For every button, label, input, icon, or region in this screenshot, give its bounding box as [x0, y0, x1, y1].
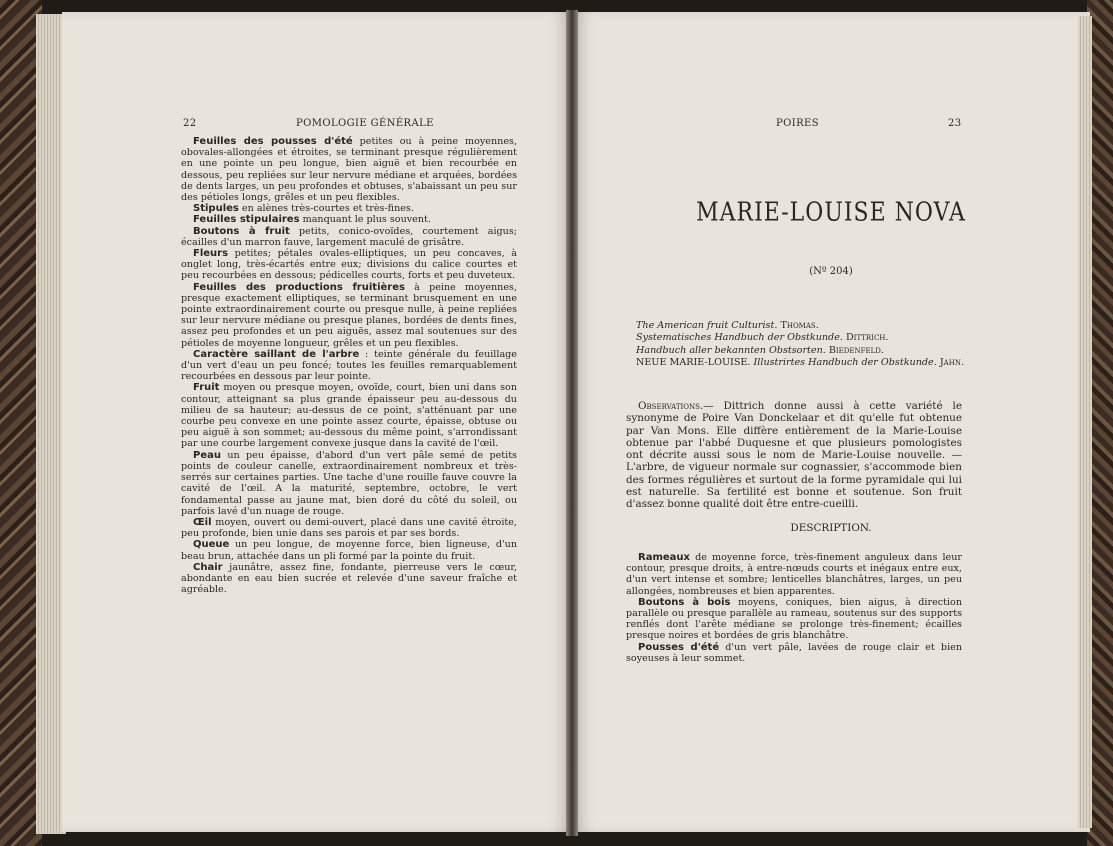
paragraph	[181, 282, 517, 349]
paragraph-lead: Œil	[193, 516, 212, 528]
paragraph	[181, 382, 517, 449]
paragraph-text: jaunâtre, assez fine, fondante, pierreuse vers le cœur, abondante en eau bien sucrée et relevée d'une saveur fraîche et agréable.	[181, 561, 517, 596]
paragraph	[181, 226, 517, 248]
paragraph-text: moyen ou presque moyen, ovoïde, court, bien uni dans son contour, atteignant sa plus grande épaisseur peu au-dessous du milieu de sa hauteur; au-dessus de ce point, s'atténuant par une courbe peu convexe en une pointe assez courte, épaisse, obtuse ou peu aiguë à son sommet; au-dessous du même point, s'arrondissant par une courbe largement convexe jusque dans la cavité de l'œil.	[181, 382, 517, 450]
page-edges-right	[1078, 16, 1092, 828]
paragraph-text: d'un vert pâle, lavées de rouge clair et bien soyeuses à leur sommet.	[626, 641, 962, 664]
paragraph	[626, 597, 962, 642]
references-list	[636, 320, 964, 370]
paragraph-lead: Feuilles des pousses d'été	[193, 136, 353, 147]
paragraph-text: petites ou à peine moyennes, obovales-allongées et étroites, se terminant presque régulièrement en une pointe un peu longue, bien aiguë et bien recourbée en dessous, peu repliées sur leur nervure médiane et arquées, bordées de dents larges, un peu profondes et obtuses, s'abaissant un peu sur des pétioles longs, grêles et un peu flexibles.	[181, 136, 517, 204]
paragraph-text: manquant le plus souvent.	[299, 214, 431, 226]
observations-lead: Observations.	[638, 400, 704, 412]
paragraph	[181, 517, 517, 539]
paragraph-lead: Chair	[193, 561, 223, 573]
paragraph	[181, 248, 517, 282]
paragraph-lead: Boutons à fruit	[193, 225, 290, 237]
reference-title: Illustrirtes Handbuch der Obstkunde.	[753, 357, 940, 369]
paragraph-lead: Feuilles stipulaires	[193, 214, 300, 226]
paragraph-lead: Boutons à bois	[638, 596, 731, 608]
left-page-number: 22	[183, 118, 197, 129]
reference-title: Systematisches Handbuch der Obstkunde.	[636, 332, 846, 344]
description-heading: DESCRIPTION.	[790, 522, 872, 534]
reference-item	[636, 345, 964, 357]
paragraph-text: à peine moyennes, presque exactement elliptiques, se terminant brusquement en une pointe extraordinairement courte ou presque nulle, à peine repliées sur leur nervure médiane ou presque planes, bordées de dents fines, assez peu profondes et un peu aiguës, assez mal soutenues sur des pétioles de moyenne longueur, grêles et un peu flexibles.	[181, 281, 518, 349]
reference-author: Thomas.	[780, 320, 819, 331]
paragraph	[181, 349, 517, 383]
reference-author: Dittrich.	[845, 332, 889, 344]
right-running-title: POIRES	[776, 118, 819, 129]
observations-text: — Dittrich donne aussi à cette variété le synonyme de Poire Van Donckelaar et dit qu'elle fut obtenue par Van Mons. Elle diffère entièrement de la Marie-Louise obtenue par l'abbé Duquesne et que plusieurs pomologistes ont décrite aussi sous le nom de Marie-Louise nouvelle. — L'arbre, de vigueur normale sur cognassier, s'accommode bien des formes régulières et surtout de la forme pyramidale qui lui est naturelle. Sa fertilité est bonne et soutenue. Son fruit d'assez bonne qualité doit être entre-cueilli.	[626, 400, 962, 511]
variety-title: MARIE-LOUISE NOVA	[696, 197, 966, 228]
description-body	[626, 552, 962, 664]
paragraph-lead: Feuilles des productions fruitières	[193, 281, 405, 293]
paragraph-text: de moyenne force, très-finement anguleux dans leur contour, presque droits, à entre-nœuds courts et inégaux entre eux, d'un vert intense et sombre; lenticelles blanchâtres, larges, un peu allongées, nombreuses et bien apparentes.	[626, 552, 962, 597]
reference-author: Biedenfeld.	[828, 344, 884, 356]
paragraph	[181, 450, 517, 517]
reference-author: Jahn.	[939, 357, 964, 369]
paragraph-lead: Fruit	[193, 382, 220, 394]
reference-item	[636, 320, 964, 332]
observations-paragraph	[626, 400, 962, 511]
paragraph	[181, 214, 517, 225]
reference-prefix: NEUE MARIE-LOUISE.	[636, 357, 754, 369]
paragraph-text: petits, conico-ovoïdes, courtement aigus; écailles d'un marron fauve, largement maculé de grisâtre.	[181, 225, 517, 248]
paragraph	[181, 562, 517, 596]
paragraph-text: moyen, ouvert ou demi-ouvert, placé dans une cavité étroite, peu profonde, bien unie dans ses parois et par ses bords.	[181, 516, 517, 540]
paragraph-text: moyens, coniques, bien aigus, à direction parallèle ou presque parallèle au rameau, soutenus sur des supports renflés dont l'arête médiane se prolonge très-finement; écailles presque noires et bordées de gris blanchâtre.	[626, 596, 962, 642]
paragraph-lead: Stipules	[193, 203, 239, 215]
reference-item	[636, 357, 964, 369]
paragraph	[626, 552, 962, 597]
paragraph	[181, 539, 517, 561]
reference-title: The American fruit Culturist.	[636, 320, 781, 331]
paragraph-lead: Rameaux	[638, 552, 690, 563]
paragraph-lead: Queue	[193, 539, 230, 551]
reference-item	[636, 332, 964, 344]
paragraph-text: : teinte générale du feuillage d'un vert d'eau un peu foncé; toutes les feuilles remarquablement recourbées en dessous par leur pointe.	[181, 348, 517, 383]
paragraph	[181, 203, 517, 214]
left-running-title: POMOLOGIE GÉNÉRALE	[296, 118, 434, 129]
reference-title: Handbuch aller bekannten Obstsorten.	[636, 344, 829, 356]
paragraph-lead: Caractère saillant de l'arbre	[193, 348, 360, 360]
paragraph-text: un peu longue, de moyenne force, bien ligneuse, d'un beau brun, attachée dans un pli formé par la pointe du fruit.	[181, 539, 517, 562]
paragraph	[181, 136, 517, 203]
paragraph-text: un peu épaisse, d'abord d'un vert pâle semé de petits points de couleur canelle, extraordinairement nombreux et très-serrés sur certaines parties. Une tache d'une rouille fauve couvre la cavité de l'œil. A la maturité, septembre, octobre, le vert fondamental passe au jaune mat, bien doré du côté du soleil, ou parfois lavé d'un nuage de rouge.	[181, 449, 517, 517]
paragraph-lead: Fleurs	[193, 248, 229, 260]
left-page-body	[181, 136, 517, 595]
paragraph-lead: Pousses d'été	[638, 641, 720, 653]
paragraph-lead: Peau	[193, 449, 221, 461]
right-page-number: 23	[948, 118, 962, 129]
paragraph-text: en alènes très-courtes et très-fines.	[238, 203, 414, 215]
variety-number: (Nº 204)	[809, 266, 853, 277]
book-gutter	[566, 10, 578, 836]
paragraph	[626, 642, 962, 664]
paragraph-text: petites; pétales ovales-elliptiques, un peu concaves, à onglet long, très-écartés entre eux; divisions du calice courtes et peu recourbées en dessous; pédicelles courts, forts et peu duveteux.	[181, 248, 517, 282]
